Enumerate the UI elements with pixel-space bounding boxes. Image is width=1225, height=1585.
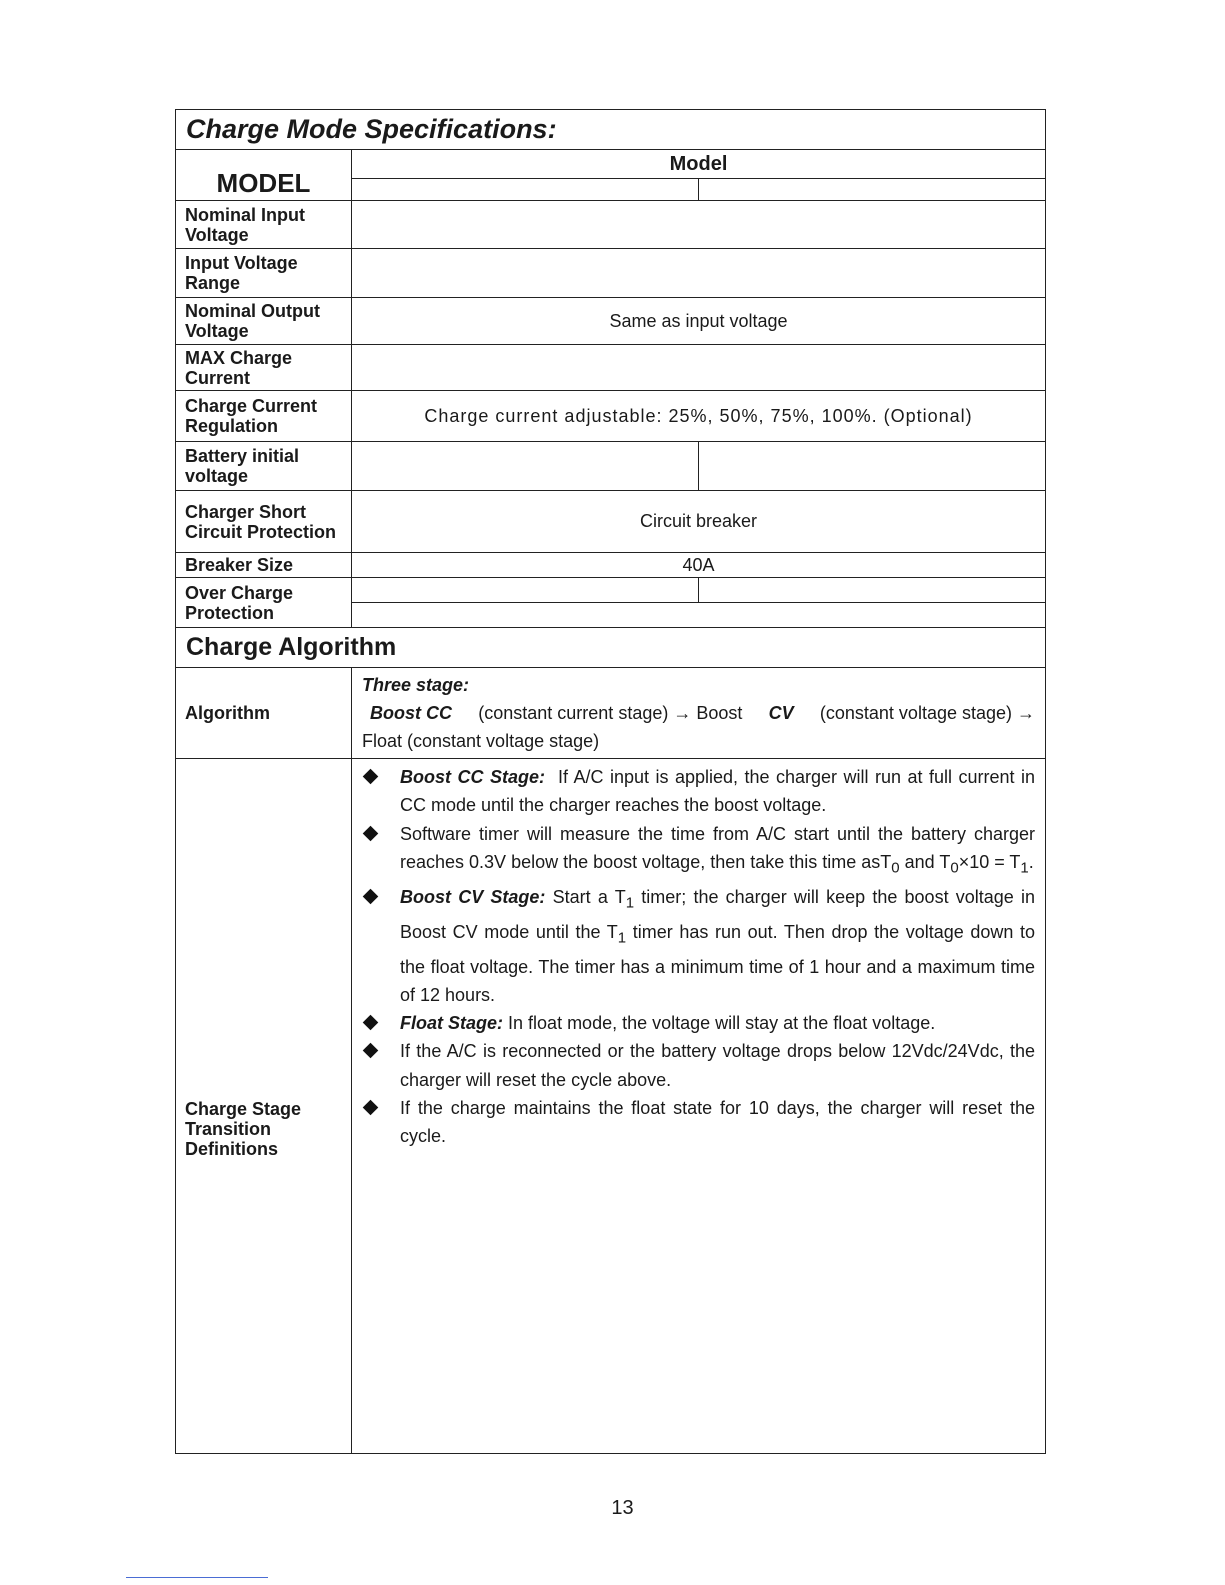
reconnect-text: If the A/C is reconnected or the battery voltage drops below 12Vdc/24Vdc, the charger will reset the cycle above. xyxy=(400,1041,1036,1090)
cc-description: (constant current stage) → Boost xyxy=(478,703,743,723)
list-item xyxy=(362,883,1035,1009)
three-stage-heading: Three stage: xyxy=(362,675,470,695)
timer-text: Software timer will measure the time from A/C start until the battery charger reaches 0.3V below the boost voltage, then take this time asT xyxy=(400,823,1036,872)
charger-short-circuit-label: Charger Short Circuit Protection xyxy=(176,491,352,553)
max-charge-current-value xyxy=(352,345,1046,391)
boost-cv-stage-title: Boost CV Stage: xyxy=(400,886,546,907)
nominal-input-voltage-value xyxy=(352,201,1046,249)
model-cell-left xyxy=(352,179,699,201)
diamond-bullet-icon xyxy=(363,769,379,785)
nominal-output-voltage-value: Same as input voltage xyxy=(352,298,1046,345)
separator: : xyxy=(538,767,545,787)
cv-description: (constant voltage stage) → xyxy=(819,703,1036,723)
model-label: MODEL xyxy=(176,150,352,201)
diamond-bullet-icon xyxy=(363,889,379,905)
algorithm-description xyxy=(352,668,1046,759)
max-charge-current-label: MAX Charge Current xyxy=(176,345,352,391)
page-number: 13 xyxy=(611,1497,634,1519)
over-charge-cell-left xyxy=(352,578,699,603)
diamond-bullet-icon xyxy=(363,1015,379,1031)
diamond-bullet-icon xyxy=(363,825,379,841)
subscript: 1 xyxy=(617,929,627,947)
timer-text: and T xyxy=(904,851,951,872)
over-charge-cell-right xyxy=(699,578,1046,603)
over-charge-cell-bottom xyxy=(352,603,1046,628)
charge-current-regulation-label: Charge Current Regulation xyxy=(176,391,352,442)
boost-cv-text: timer; the charger will keep the boost voltage in Boost CV mode until the T xyxy=(400,886,1036,942)
float-reset-text: If the charge maintains the float state for 10 days, the charger will reset the cycle. xyxy=(400,1098,1036,1147)
definitions-label: Charge Stage Transition Definitions xyxy=(176,759,352,1454)
boost-cc-stage-text: If A/C input is applied, the charger will run at full current in CC mode until the charger reaches the boost voltage. xyxy=(400,767,1036,816)
battery-initial-voltage-label: Battery initial voltage xyxy=(176,442,352,491)
cv-term: CV xyxy=(768,703,794,723)
timer-text: . xyxy=(1028,851,1034,872)
charger-short-circuit-value: Circuit breaker xyxy=(352,491,1046,553)
timer-text: ×10 = T xyxy=(958,851,1021,872)
float-stage-title: Float Stage: xyxy=(400,1013,504,1034)
subscript: 1 xyxy=(1020,859,1029,877)
model-cell-right xyxy=(699,179,1046,201)
subscript: 0 xyxy=(950,859,959,877)
list-item xyxy=(362,1009,1035,1037)
float-line: Float (constant voltage stage) xyxy=(362,731,600,751)
over-charge-protection-label: Over Charge Protection xyxy=(176,578,352,628)
model-header: Model xyxy=(352,150,1046,179)
list-item xyxy=(362,763,1035,820)
battery-initial-voltage-left xyxy=(352,442,699,491)
definitions-list xyxy=(362,763,1035,1151)
breaker-size-value: 40A xyxy=(352,553,1046,578)
definitions-content xyxy=(352,759,1046,1454)
nominal-output-voltage-label: Nominal Output Voltage xyxy=(176,298,352,345)
nominal-input-voltage-label: Nominal Input Voltage xyxy=(176,201,352,249)
boost-cc-stage-title: Boost CC Stage xyxy=(400,767,539,787)
diamond-bullet-icon xyxy=(363,1043,379,1059)
subscript: 1 xyxy=(625,894,635,912)
algorithm-line xyxy=(362,699,1035,727)
spec-table xyxy=(175,109,1046,1454)
input-voltage-range-label: Input Voltage Range xyxy=(176,249,352,298)
charge-algorithm-title: Charge Algorithm xyxy=(176,628,1046,668)
boost-cc-term: Boost CC xyxy=(370,703,452,723)
subscript: 0 xyxy=(891,859,900,877)
breaker-size-label: Breaker Size xyxy=(176,553,352,578)
list-item xyxy=(362,1094,1035,1151)
float-stage-text: In float mode, the voltage will stay at the float voltage. xyxy=(508,1013,936,1034)
list-item xyxy=(362,1037,1035,1094)
charge-current-regulation-value: Charge current adjustable: 25%, 50%, 75%, 100%. (Optional) xyxy=(352,391,1046,442)
list-item xyxy=(362,820,1035,883)
page-title: Charge Mode Specifications: xyxy=(176,110,1046,150)
diamond-bullet-icon xyxy=(363,1100,379,1116)
boost-cv-text: timer has run out. Then drop the voltage down to the float voltage. The timer has a minimum time of 1 hour and a maximum time of 12 hours. xyxy=(400,921,1036,1005)
input-voltage-range-value xyxy=(352,249,1046,298)
link-underline xyxy=(126,1577,268,1578)
boost-cv-text: Start a T xyxy=(552,886,626,907)
battery-initial-voltage-right xyxy=(699,442,1046,491)
algorithm-label: Algorithm xyxy=(176,668,352,759)
